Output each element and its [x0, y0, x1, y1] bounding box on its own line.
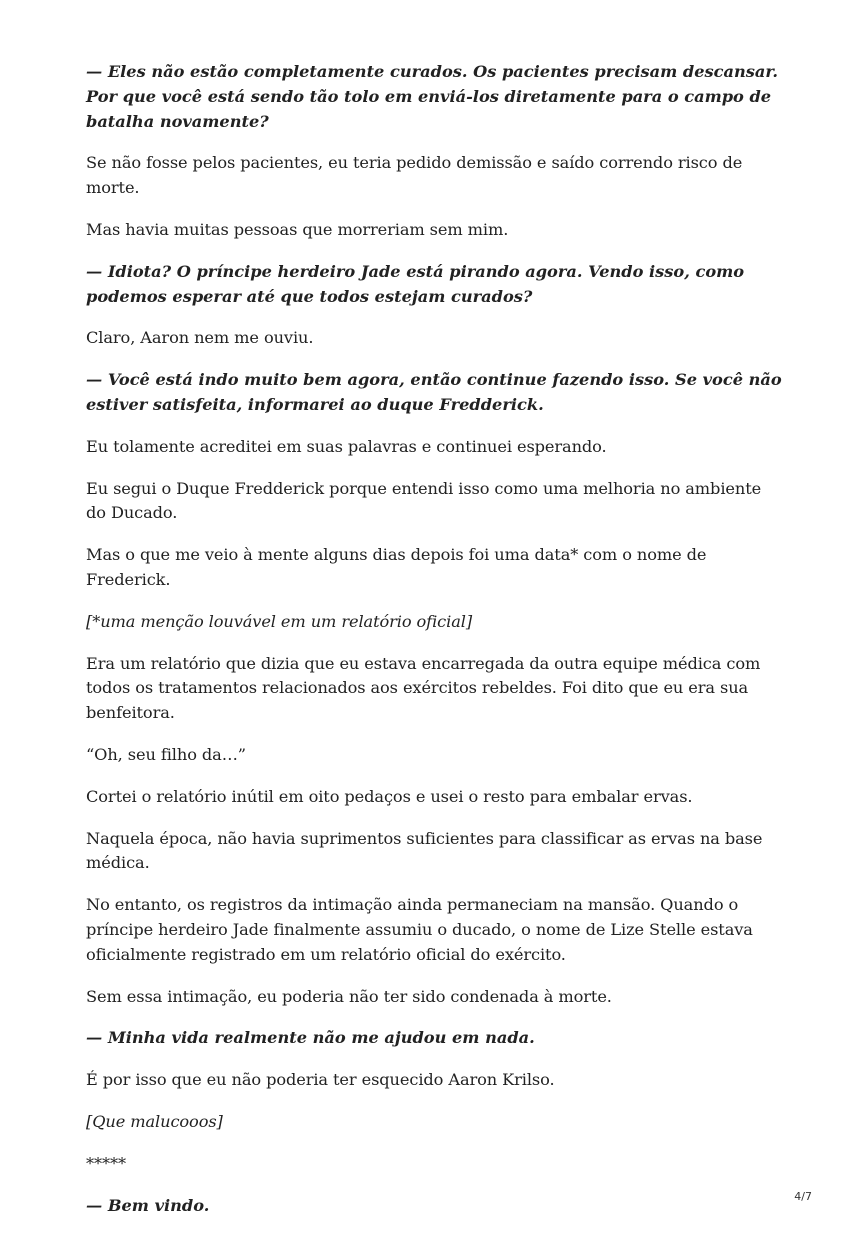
document-page — [86, 60, 786, 1235]
dialogue-paragraph: — Eles não estão completamente curados. Os pacientes precisam descansar. Por que você está sendo tão tolo em enviá-los diretamente para o campo de batalha novamente? — [86, 62, 779, 131]
dialogue-paragraph: — Minha vida realmente não me ajudou em nada. — [86, 1028, 535, 1048]
scene-break: ***** — [86, 1153, 126, 1173]
narration-paragraph: Eu segui o Duque Fredderick porque entendi isso como uma melhoria no ambiente do Ducado. — [86, 478, 762, 523]
narration-paragraph: Mas havia muitas pessoas que morreriam sem mim. — [86, 219, 509, 239]
narration-paragraph: Cortei o relatório inútil em oito pedaços e usei o resto para embalar ervas. — [86, 786, 693, 806]
narration-paragraph: Mas o que me veio à mente alguns dias depois foi uma data* com o nome de Frederick. — [86, 545, 707, 589]
narration-paragraph: No entanto, os registros da intimação ainda permaneciam na mansão. Quando o príncipe herdeiro Jade finalmente assumiu o ducado, o nome de Lize Stelle estava oficialmente registrado em um relatório oficial do exército. — [86, 895, 753, 964]
narration-paragraph: Se não fosse pelos pacientes, eu teria pedido demissão e saído correndo risco de morte. — [86, 153, 743, 198]
dialogue-paragraph: — Bem vindo. — [86, 1195, 210, 1215]
narration-paragraph: Era um relatório que dizia que eu estava encarregada da outra equipe médica com todos os tratamentos relacionados aos exércitos rebeldes. Foi dito que eu era sua benfeitora. — [86, 653, 761, 723]
quote-paragraph: “Oh, seu filho da…” — [86, 744, 246, 764]
dialogue-paragraph: — Idiota? O príncipe herdeiro Jade está pirando agora. Vendo isso, como podemos esperar até que todos estejam curados? — [86, 261, 745, 306]
translator-note: [*uma menção louvável em um relatório oficial] — [86, 611, 473, 631]
narration-paragraph: Eu tolamente acreditei em suas palavras e continuei esperando. — [86, 436, 607, 456]
page-number: 4/7 — [794, 1190, 812, 1203]
narration-paragraph: Naquela época, não havia suprimentos suficientes para classificar as ervas na base médica. — [86, 828, 763, 873]
translator-note: [Que malucooos] — [86, 1111, 223, 1131]
narration-paragraph: Claro, Aaron nem me ouviu. — [86, 328, 314, 348]
narration-paragraph: Sem essa intimação, eu poderia não ter sido condenada à morte. — [86, 986, 612, 1006]
narration-paragraph: É por isso que eu não poderia ter esquecido Aaron Krilso. — [86, 1070, 555, 1090]
dialogue-paragraph: — Você está indo muito bem agora, então continue fazendo isso. Se você não estiver satisfeita, informarei ao duque Fredderick. — [86, 370, 782, 414]
